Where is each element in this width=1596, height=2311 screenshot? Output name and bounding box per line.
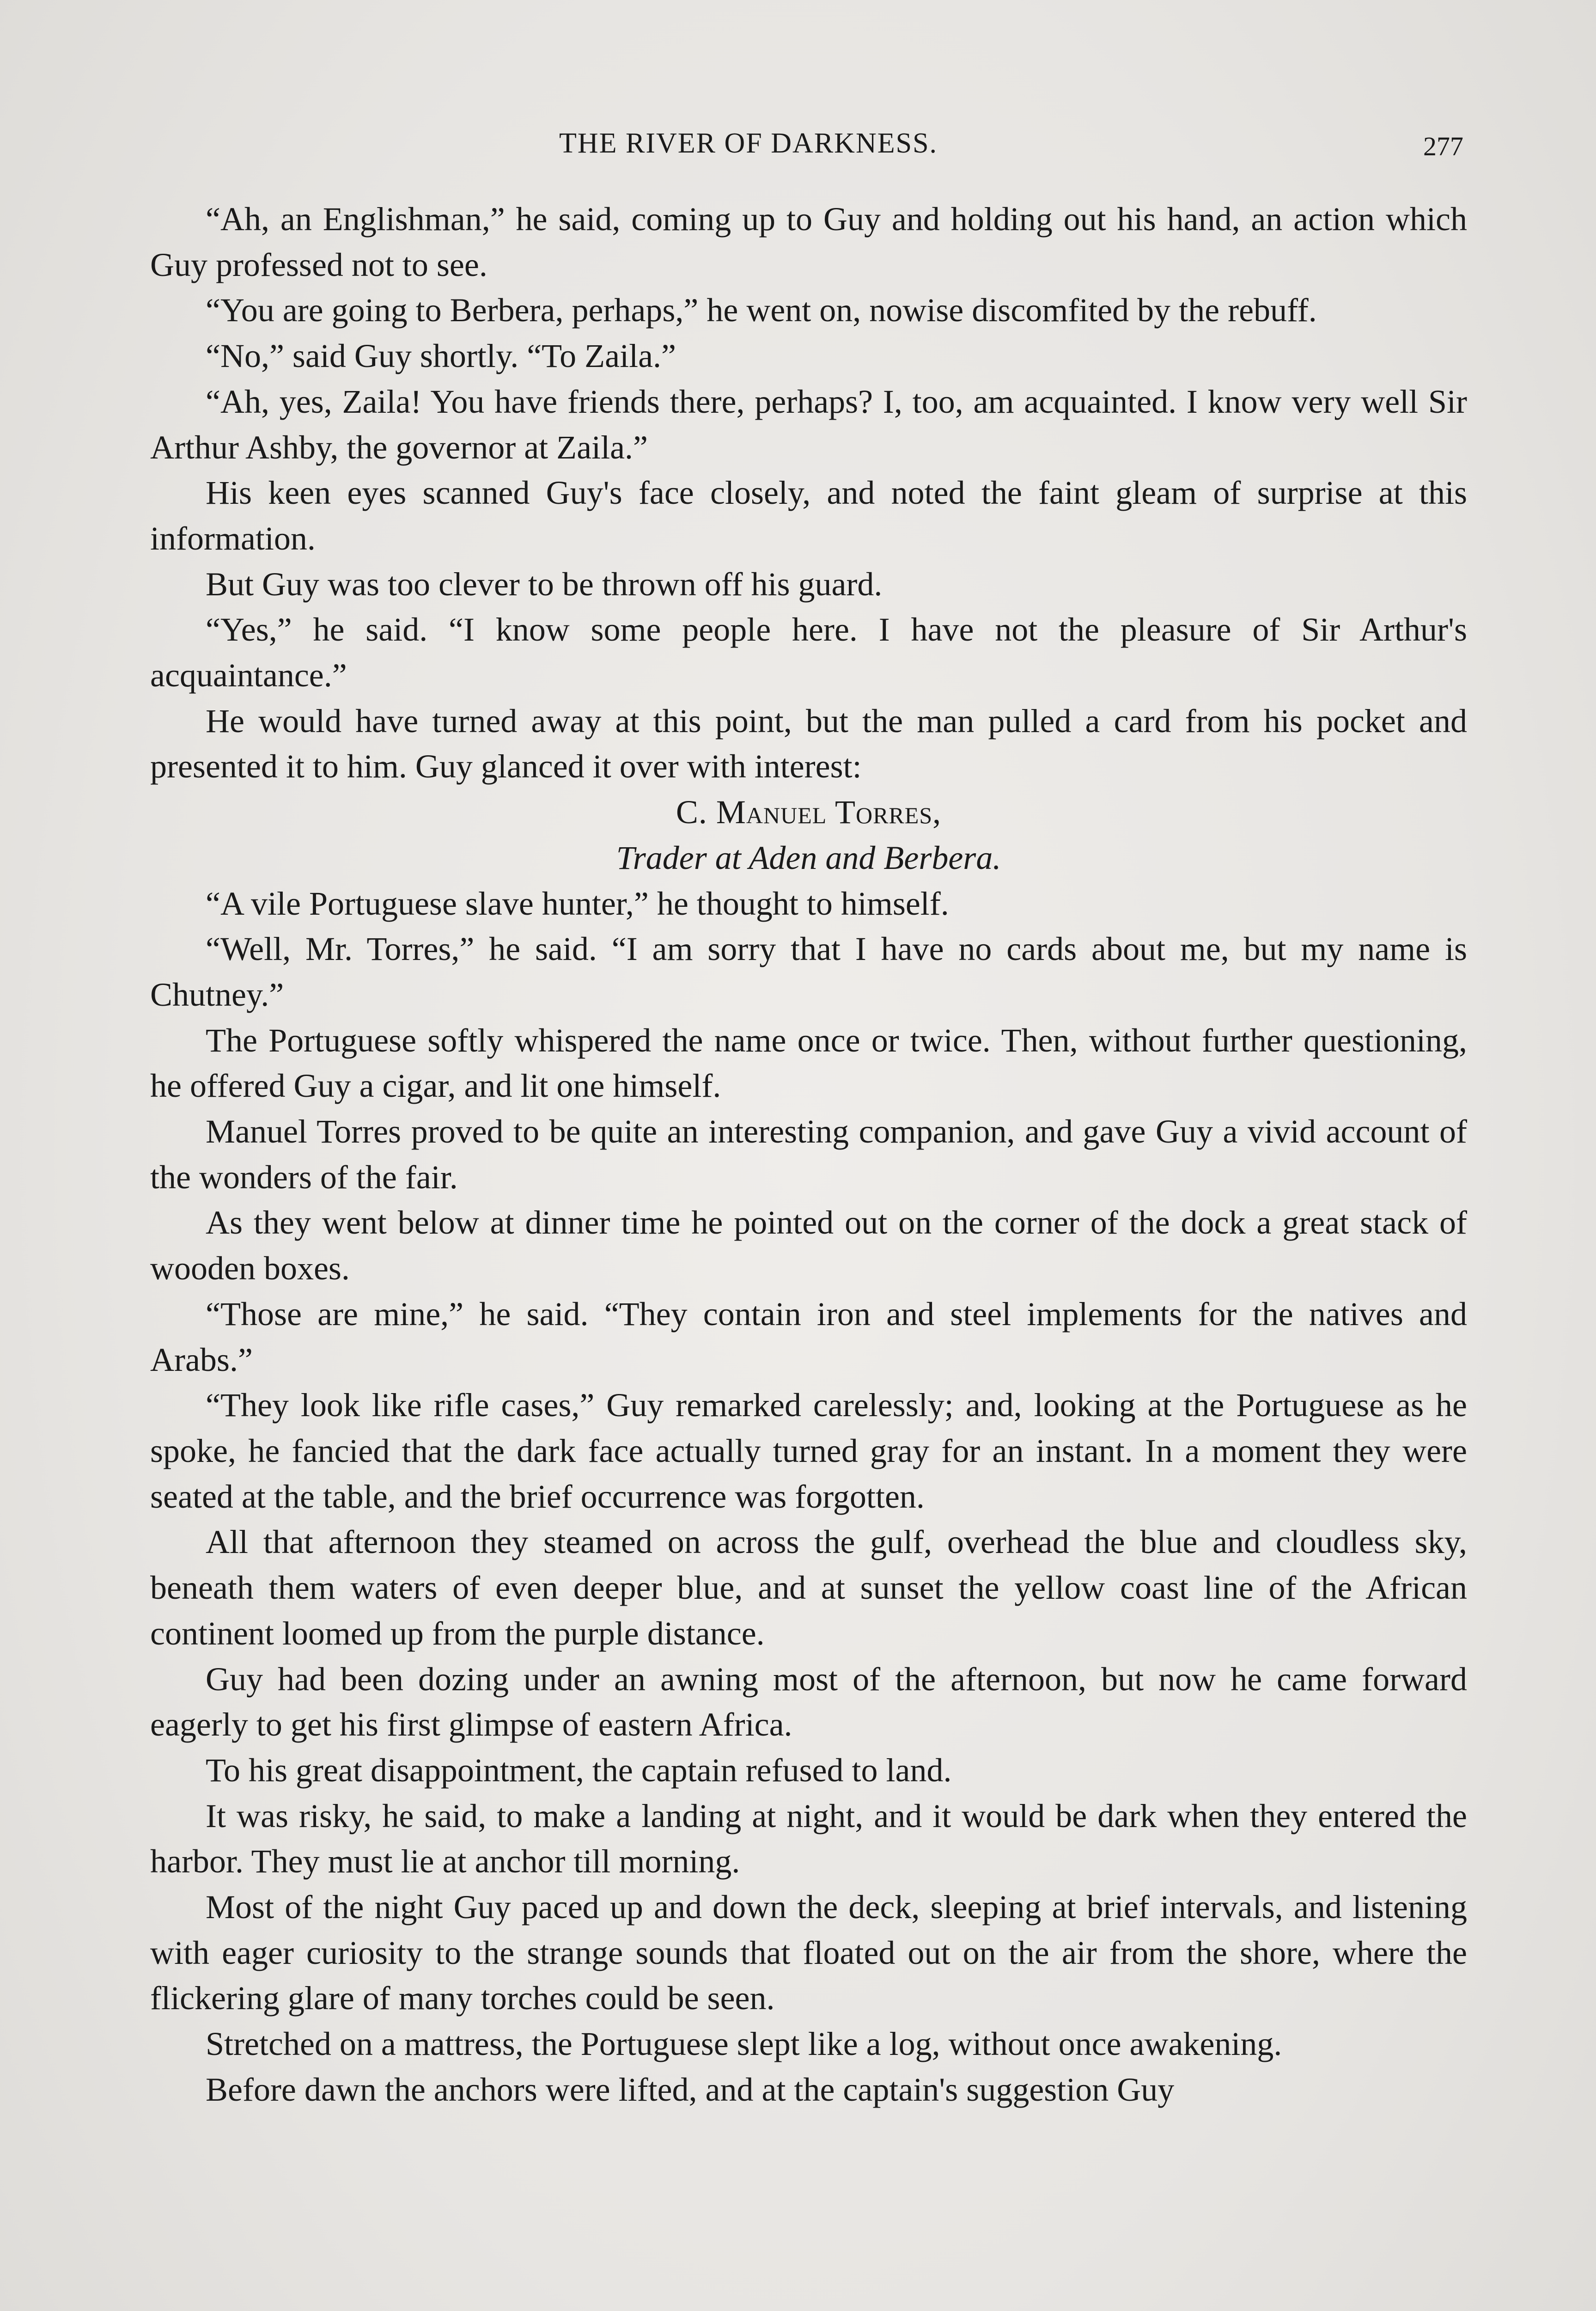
paragraph: To his great disappointment, the captain refused to land. bbox=[206, 1751, 952, 1789]
paragraph: As they went below at dinner time he pointed out on the corner of the dock a great stack of wooden boxes. bbox=[150, 1204, 1467, 1287]
paragraph: “Ah, yes, Zaila! You have friends there, perhaps? I, too, am acquainted. I know very well Sir Arthur Ashby, the governor at Zaila.” bbox=[150, 383, 1467, 466]
paragraph: But Guy was too clever to be thrown off his guard. bbox=[206, 565, 883, 603]
body-text bbox=[150, 196, 1467, 2113]
paragraph: “They look like rifle cases,” Guy remarked carelessly; and, looking at the Portuguese as he spoke, he fancied that the dark face actually turned gray for an instant. In a moment they were seated at the table, and the brief occurrence was forgotten. bbox=[150, 1387, 1467, 1515]
paragraph: It was risky, he said, to make a landing at night, and it would be dark when they entered the harbor. They must lie at anchor till morning. bbox=[150, 1797, 1467, 1880]
paragraph: The Portuguese softly whispered the name once or twice. Then, without further questioning, he offered Guy a cigar, and lit one himself. bbox=[150, 1021, 1467, 1105]
paragraph: All that afternoon they steamed on across the gulf, overhead the blue and cloudless sky, beneath them waters of even deeper blue, and at sunset the yellow coast line of the African continent loomed up from the purple distance. bbox=[150, 1523, 1467, 1652]
page-header bbox=[0, 127, 1596, 169]
card-name: C. Manuel Torres, bbox=[676, 794, 942, 831]
paragraph: “You are going to Berbera, perhaps,” he went on, nowise discomfited by the rebuff. bbox=[206, 292, 1317, 329]
paragraph: He would have turned away at this point, but the man pulled a card from his pocket and presented it to him. Guy glanced it over with interest: bbox=[150, 702, 1467, 785]
paragraph: Before dawn the anchors were lifted, and at the captain's suggestion Guy bbox=[206, 2071, 1175, 2108]
card-title: Trader at Aden and Berbera. bbox=[616, 839, 1001, 876]
paragraph: “Those are mine,” he said. “They contain iron and steel implements for the natives and Arabs.” bbox=[150, 1295, 1467, 1378]
paragraph: Stretched on a mattress, the Portuguese slept like a log, without once awakening. bbox=[206, 2025, 1282, 2063]
paragraph: Manuel Torres proved to be quite an interesting companion, and gave Guy a vivid account of the wonders of the fair. bbox=[150, 1113, 1467, 1196]
paragraph: “A vile Portuguese slave hunter,” he thought to himself. bbox=[206, 885, 949, 922]
running-title: THE RIVER OF DARKNESS. bbox=[559, 128, 938, 159]
paragraph: “Ah, an Englishman,” he said, coming up to Guy and holding out his hand, an action which Guy professed not to see. bbox=[150, 201, 1467, 283]
paragraph: Guy had been dozing under an awning most of the afternoon, but now he came forward eagerly to get his first glimpse of eastern Africa. bbox=[150, 1660, 1467, 1743]
paragraph: Most of the night Guy paced up and down the deck, sleeping at brief intervals, and listening with eager curiosity to the strange sounds that floated out on the air from the shore, where the flickering glare of many torches could be seen. bbox=[150, 1889, 1467, 2017]
page-number: 277 bbox=[1423, 131, 1463, 161]
paragraph: “Well, Mr. Torres,” he said. “I am sorry that I have no cards about me, but my name is Chutney.” bbox=[150, 930, 1467, 1013]
paragraph: “Yes,” he said. “I know some people here. I have not the pleasure of Sir Arthur's acquaintance.” bbox=[150, 611, 1467, 694]
paragraph: His keen eyes scanned Guy's face closely, and noted the faint gleam of surprise at this information. bbox=[150, 474, 1467, 557]
paragraph: “No,” said Guy shortly. “To Zaila.” bbox=[206, 337, 676, 375]
calling-card bbox=[150, 789, 1467, 880]
